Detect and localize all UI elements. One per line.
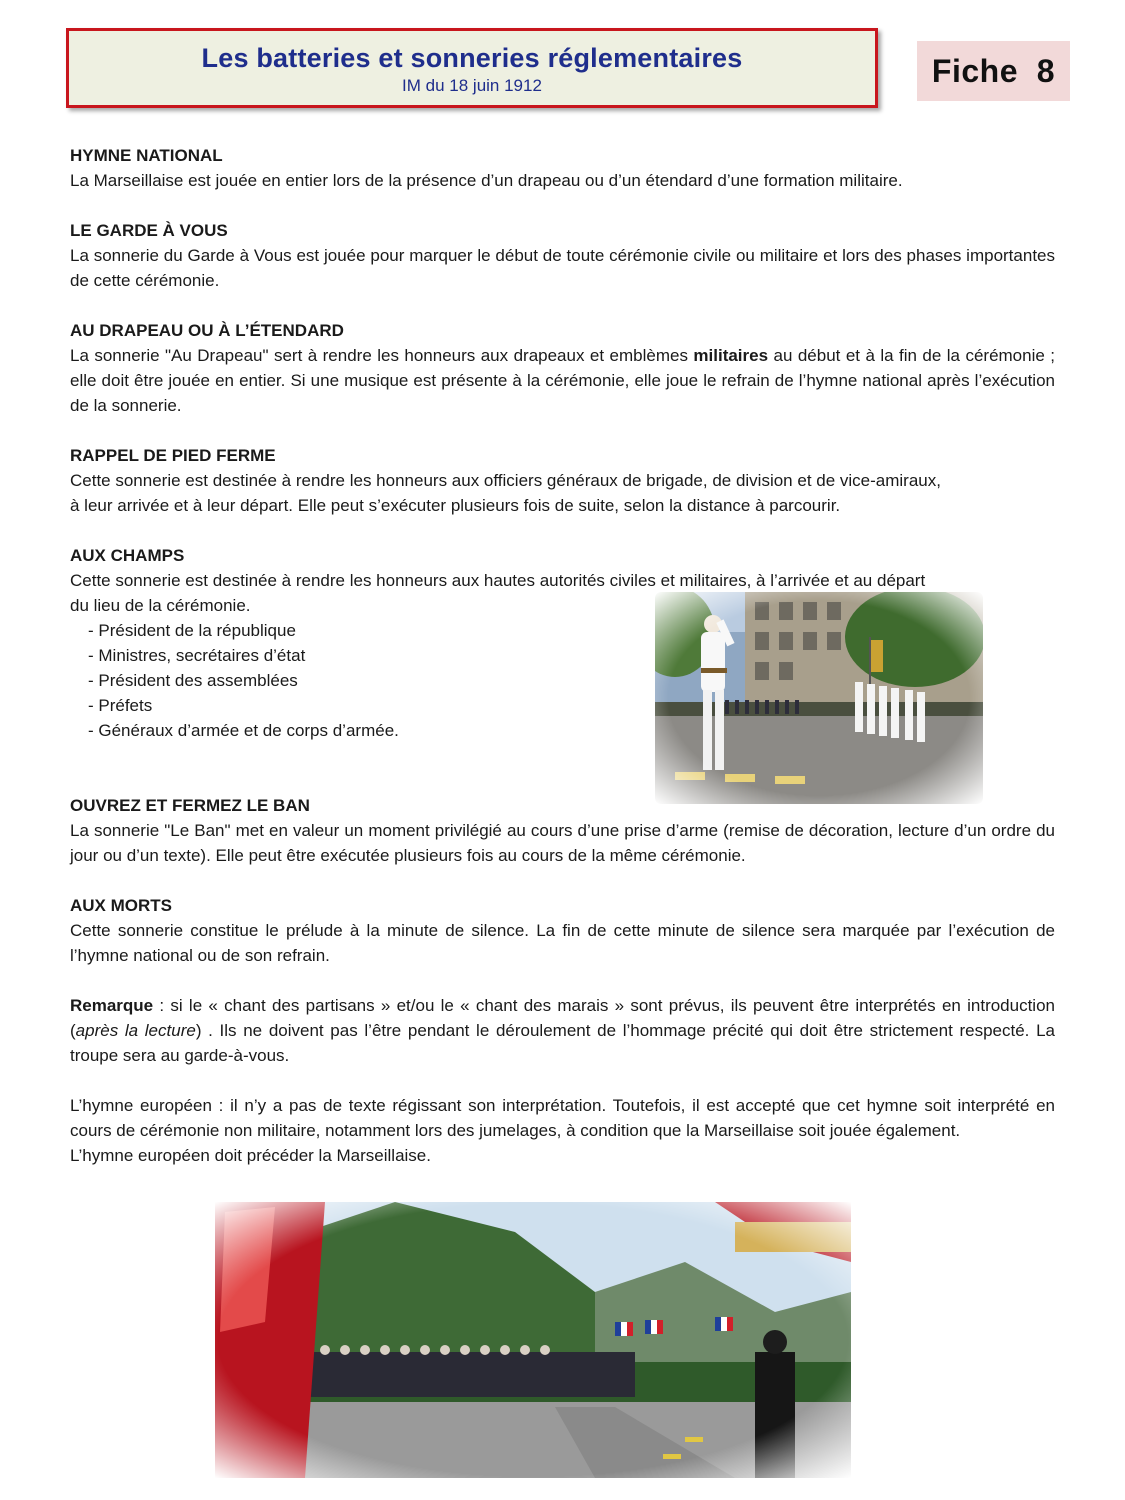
section-text: La sonnerie "Le Ban" met en valeur un moment privilégié au cours d’une prise d’arme (remise de décoration, lecture d’un ordre du jour ou d’un texte). Elle peut être exécutée plusieurs fois au cours de la même cérémonie. [70, 821, 1055, 865]
section-au-drapeau [70, 318, 1055, 418]
fiche-number-badge: Fiche 8 [917, 41, 1070, 101]
text-part: La sonnerie "Au Drapeau" sert à rendre les honneurs aux drapeaux et emblèmes [70, 346, 694, 365]
section-text [70, 343, 1055, 418]
page-title: Les batteries et sonneries réglementaires [201, 43, 743, 73]
european-anthem-last-line: L’hymne européen doit précéder la Marseillaise. [70, 1146, 431, 1165]
section-aux-morts [70, 893, 1055, 968]
section-text-line: du lieu de la cérémonie. [70, 596, 251, 615]
section-ouvrez-fermez-ban [70, 793, 1055, 868]
european-anthem-paragraph [70, 1093, 1055, 1168]
section-heading: HYMNE NATIONAL [70, 146, 223, 165]
section-garde-a-vous [70, 218, 1055, 293]
memorial-photo [215, 1202, 851, 1478]
section-heading: AUX MORTS [70, 896, 172, 915]
ceremony-photo [655, 592, 983, 804]
section-heading: AU DRAPEAU OU À L’ÉTENDARD [70, 321, 344, 340]
list-item: - Généraux d’armée et de corps d’armée. [88, 721, 399, 740]
remark-text [70, 993, 1055, 1068]
section-heading: RAPPEL DE PIED FERME [70, 446, 276, 465]
list-item: - Ministres, secrétaires d’état [88, 646, 306, 665]
list-item: - Président de la république [88, 621, 296, 640]
section-text-line: Cette sonnerie est destinée à rendre les honneurs aux hautes autorités civiles et militaires, à l’arrivée et au départ [70, 571, 926, 590]
section-heading: LE GARDE À VOUS [70, 221, 228, 240]
section-text-line: à leur arrivée et à leur départ. Elle peut s’exécuter plusieurs fois de suite, selon la distance à parcourir. [70, 496, 841, 515]
section-text: La sonnerie du Garde à Vous est jouée pour marquer le début de toute cérémonie civile ou militaire et lors des phases importantes de cette cérémonie. [70, 246, 1055, 290]
bold-text: militaires [693, 346, 769, 365]
european-anthem-text: L’hymne européen : il n’y a pas de texte régissant son interprétation. Toutefois, il est accepté que cet hymne soit interprété en cours de cérémonie non militaire, notamment lors des jumelages, à condition que la Marseillaise soit jouée également. [70, 1096, 1055, 1140]
list-item: - Président des assemblées [88, 671, 298, 690]
text-part: : si le « chant des partisans » et/ou le « chant des marais » sont prévus, ils peuvent être interprétés en introduction ( [70, 996, 1055, 1040]
remark-label: Remarque [70, 996, 154, 1015]
page-subtitle: IM du 18 juin 1912 [402, 76, 542, 95]
remark-paragraph [70, 993, 1055, 1068]
list-item: - Préfets [88, 696, 153, 715]
section-text-line: Cette sonnerie est destinée à rendre les honneurs aux officiers généraux de brigade, de division et de vice-amiraux, [70, 471, 941, 490]
title-box [66, 28, 878, 108]
section-heading: OUVREZ ET FERMEZ LE BAN [70, 796, 310, 815]
section-hymne-national [70, 143, 1055, 193]
text-part: au début et à la fin de la cérémonie ; elle doit être jouée en entier. Si une musique est présente à la cérémonie, elle joue le refrain de l’hymne national après l’exécution de la sonnerie. [70, 346, 1055, 415]
section-text: La Marseillaise est jouée en entier lors de la présence d’un drapeau ou d’un étendard d’une formation militaire. [70, 171, 903, 190]
italic-text: après la lecture [75, 1021, 196, 1040]
section-heading: AUX CHAMPS [70, 546, 185, 565]
section-text: Cette sonnerie constitue le prélude à la minute de silence. La fin de cette minute de silence sera marquée par l’exécution de l’hymne national ou de son refrain. [70, 921, 1055, 965]
section-rappel-pied-ferme [70, 443, 1055, 518]
text-part: ) . Ils ne doivent pas l’être pendant le déroulement de l’hommage précité qui doit être strictement respecté. La troupe sera au garde-à-vous. [70, 1021, 1055, 1065]
